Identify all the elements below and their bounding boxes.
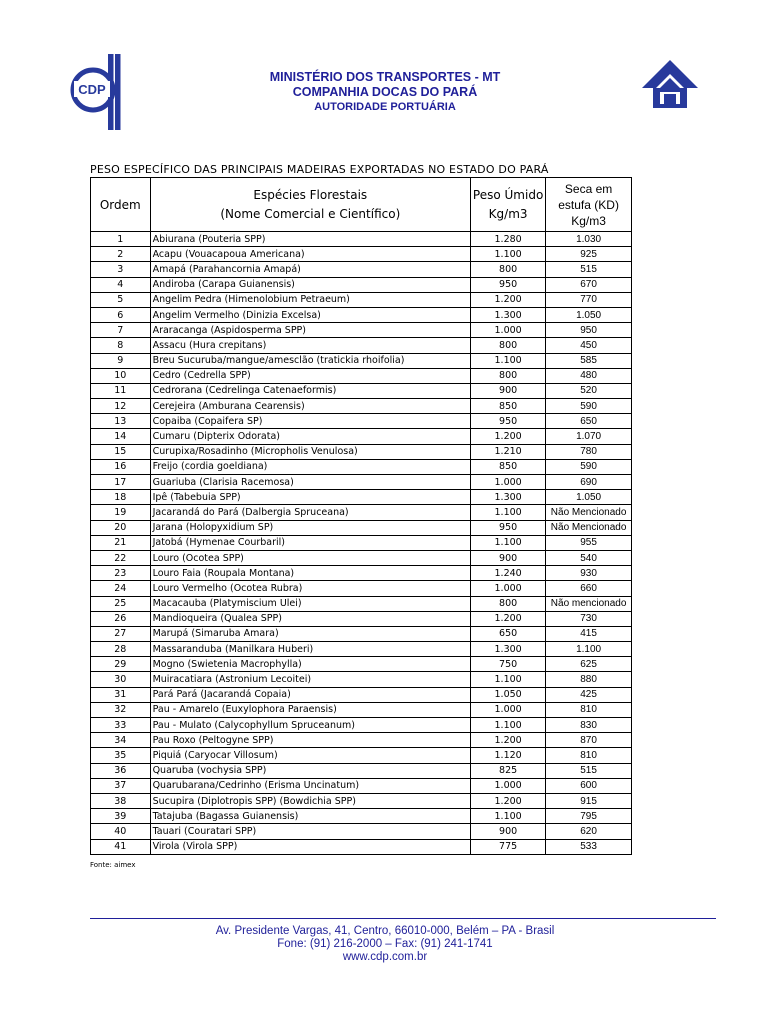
cell-peso-umido: 850 — [471, 459, 546, 474]
cell-seca: 1.030 — [546, 232, 632, 247]
cell-seca: 795 — [546, 809, 632, 824]
cell-ordem: 40 — [91, 824, 151, 839]
table-row — [91, 368, 632, 383]
cell-seca: 1.070 — [546, 429, 632, 444]
table-row — [91, 793, 632, 808]
table-row — [91, 687, 632, 702]
cell-peso-umido: 900 — [471, 383, 546, 398]
cell-seca: 690 — [546, 475, 632, 490]
cell-seca: 810 — [546, 702, 632, 717]
cell-seca: 425 — [546, 687, 632, 702]
cell-ordem: 17 — [91, 475, 151, 490]
cell-ordem: 38 — [91, 793, 151, 808]
table-row — [91, 520, 632, 535]
table-row — [91, 444, 632, 459]
cell-ordem: 41 — [91, 839, 151, 854]
cell-ordem: 3 — [91, 262, 151, 277]
cell-peso-umido: 1.200 — [471, 292, 546, 307]
table-row — [91, 505, 632, 520]
cell-peso-umido: 1.100 — [471, 535, 546, 550]
cell-especie: Jacarandá do Pará (Dalbergia Spruceana) — [150, 505, 470, 520]
table-row — [91, 672, 632, 687]
cell-ordem: 32 — [91, 702, 151, 717]
cell-seca: Não mencionado — [546, 596, 632, 611]
cell-peso-umido: 800 — [471, 368, 546, 383]
cell-ordem: 2 — [91, 247, 151, 262]
table-row — [91, 733, 632, 748]
cell-ordem: 1 — [91, 232, 151, 247]
cell-seca: 880 — [546, 672, 632, 687]
header — [180, 70, 590, 115]
cell-ordem: 33 — [91, 718, 151, 733]
cell-peso-umido: 1.200 — [471, 429, 546, 444]
cell-especie: Cedro (Cedrella SPP) — [150, 368, 470, 383]
table-row — [91, 353, 632, 368]
table-row — [91, 626, 632, 641]
cell-peso-umido: 1.210 — [471, 444, 546, 459]
table-row — [91, 702, 632, 717]
table-row — [91, 824, 632, 839]
cell-ordem: 6 — [91, 307, 151, 322]
cell-ordem: 23 — [91, 566, 151, 581]
cell-especie: Quaruba (vochysia SPP) — [150, 763, 470, 778]
cell-ordem: 26 — [91, 611, 151, 626]
table-row — [91, 839, 632, 854]
cell-peso-umido: 800 — [471, 338, 546, 353]
cell-especie: Curupixa/Rosadinho (Micropholis Venulosa) — [150, 444, 470, 459]
table-row — [91, 763, 632, 778]
header-peso-umido-line1: Peso Úmido — [472, 187, 544, 202]
cell-especie: Sucupira (Diplotropis SPP) (Bowdichia SPP) — [150, 793, 470, 808]
cell-seca: 515 — [546, 763, 632, 778]
cell-peso-umido: 1.240 — [471, 566, 546, 581]
cell-peso-umido: 1.200 — [471, 793, 546, 808]
cell-especie: Mogno (Swietenia Macrophylla) — [150, 657, 470, 672]
cell-especie: Quarubarana/Cedrinho (Erisma Uncinatum) — [150, 778, 470, 793]
cell-peso-umido: 1.300 — [471, 490, 546, 505]
cell-seca: 415 — [546, 626, 632, 641]
cell-especie: Jatobá (Hymenae Courbaril) — [150, 535, 470, 550]
cell-seca: 585 — [546, 353, 632, 368]
cell-ordem: 24 — [91, 581, 151, 596]
header-especies-line1: Espécies Florestais — [253, 187, 368, 202]
cell-ordem: 7 — [91, 323, 151, 338]
cell-peso-umido: 1.100 — [471, 505, 546, 520]
cell-seca: 925 — [546, 247, 632, 262]
table-row — [91, 611, 632, 626]
cell-especie: Breu Sucuruba/mangue/amesclão (tratickia rhoifolia) — [150, 353, 470, 368]
header-especies — [150, 178, 470, 232]
cell-peso-umido: 850 — [471, 399, 546, 414]
cell-especie: Muiracatiara (Astronium Lecoitei) — [150, 672, 470, 687]
cell-peso-umido: 1.100 — [471, 247, 546, 262]
cell-seca: 650 — [546, 414, 632, 429]
cell-especie: Cumaru (Dipterix Odorata) — [150, 429, 470, 444]
cell-ordem: 27 — [91, 626, 151, 641]
cell-especie: Pará Pará (Jacarandá Copaia) — [150, 687, 470, 702]
cell-especie: Louro Vermelho (Ocotea Rubra) — [150, 581, 470, 596]
cell-seca: Não Mencionado — [546, 505, 632, 520]
table-row — [91, 459, 632, 474]
header-peso-umido — [471, 178, 546, 232]
cell-seca: 1.050 — [546, 307, 632, 322]
table-row — [91, 566, 632, 581]
cell-ordem: 28 — [91, 642, 151, 657]
cell-especie: Andiroba (Carapa Guianensis) — [150, 277, 470, 292]
cell-seca: 670 — [546, 277, 632, 292]
table-row — [91, 718, 632, 733]
arrow-up-logo-icon — [640, 58, 700, 110]
cell-seca: 955 — [546, 535, 632, 550]
cell-peso-umido: 1.000 — [471, 475, 546, 490]
cell-ordem: 12 — [91, 399, 151, 414]
authority-title: AUTORIDADE PORTUÁRIA — [314, 101, 456, 113]
cdp-logo — [68, 52, 130, 132]
wood-density-table — [90, 177, 632, 855]
cell-peso-umido: 1.200 — [471, 733, 546, 748]
cell-seca: 660 — [546, 581, 632, 596]
ministry-title: MINISTÉRIO DOS TRANSPORTES - MT — [269, 70, 501, 84]
cell-peso-umido: 900 — [471, 550, 546, 565]
header-seca-estufa — [546, 178, 632, 232]
table-row — [91, 581, 632, 596]
cell-seca: 450 — [546, 338, 632, 353]
cell-seca: 620 — [546, 824, 632, 839]
cell-ordem: 25 — [91, 596, 151, 611]
table-row — [91, 292, 632, 307]
cell-peso-umido: 1.300 — [471, 307, 546, 322]
header-seca-line1: Seca em — [564, 181, 613, 196]
cell-especie: Cerejeira (Amburana Cearensis) — [150, 399, 470, 414]
company-title: COMPANHIA DOCAS DO PARÁ — [292, 85, 478, 99]
table-header-row — [91, 178, 632, 232]
table-row — [91, 429, 632, 444]
table-row — [91, 338, 632, 353]
cell-especie: Marupá (Simaruba Amara) — [150, 626, 470, 641]
footer-phone: Fone: (91) 216-2000 – Fax: (91) 241-1741 — [277, 938, 493, 950]
cell-seca: 930 — [546, 566, 632, 581]
cell-peso-umido: 800 — [471, 596, 546, 611]
footer-divider — [90, 918, 716, 919]
table-row — [91, 809, 632, 824]
cell-especie: Ipê (Tabebuia SPP) — [150, 490, 470, 505]
footer-address: Av. Presidente Vargas, 41, Centro, 66010-000, Belém – PA - Brasil — [215, 925, 555, 937]
cell-especie: Tauari (Couratari SPP) — [150, 824, 470, 839]
table-row — [91, 550, 632, 565]
cell-peso-umido: 1.300 — [471, 642, 546, 657]
cell-seca: 1.050 — [546, 490, 632, 505]
cell-seca: 480 — [546, 368, 632, 383]
cell-peso-umido: 825 — [471, 763, 546, 778]
table-row — [91, 232, 632, 247]
table-row — [91, 642, 632, 657]
cell-peso-umido: 1.050 — [471, 687, 546, 702]
cell-seca: 540 — [546, 550, 632, 565]
cell-peso-umido: 900 — [471, 824, 546, 839]
footer-website[interactable]: www.cdp.com.br — [342, 951, 428, 963]
cell-especie: Angelim Vermelho (Dinizia Excelsa) — [150, 307, 470, 322]
cell-especie: Jarana (Holopyxidium SP) — [150, 520, 470, 535]
cell-peso-umido: 1.000 — [471, 581, 546, 596]
cell-peso-umido: 1.000 — [471, 702, 546, 717]
cell-especie: Pau Roxo (Peltogyne SPP) — [150, 733, 470, 748]
cell-seca: 600 — [546, 778, 632, 793]
cell-especie: Guariuba (Clarisia Racemosa) — [150, 475, 470, 490]
cell-seca: 730 — [546, 611, 632, 626]
cell-especie: Tatajuba (Bagassa Guianensis) — [150, 809, 470, 824]
cell-ordem: 15 — [91, 444, 151, 459]
cell-especie: Cedrorana (Cedrelinga Catenaeformis) — [150, 383, 470, 398]
cell-especie: Macacauba (Platymiscium Ulei) — [150, 596, 470, 611]
cell-seca: 870 — [546, 733, 632, 748]
cell-seca: 780 — [546, 444, 632, 459]
cell-ordem: 10 — [91, 368, 151, 383]
cell-especie: Freijo (cordia goeldiana) — [150, 459, 470, 474]
cell-peso-umido: 1.200 — [471, 611, 546, 626]
header-peso-umido-line2: Kg/m3 — [488, 206, 528, 221]
cell-ordem: 16 — [91, 459, 151, 474]
cell-seca: Não Mencionado — [546, 520, 632, 535]
cell-especie: Massaranduba (Manilkara Huberi) — [150, 642, 470, 657]
document-title: PESO ESPECÍFICO DAS PRINCIPAIS MADEIRAS EXPORTADAS NO ESTADO DO PARÁ — [90, 163, 549, 176]
footer — [180, 925, 590, 964]
cell-especie: Pau - Amarelo (Euxylophora Paraensis) — [150, 702, 470, 717]
cell-seca: 590 — [546, 399, 632, 414]
cell-especie: Acapu (Vouacapoua Americana) — [150, 247, 470, 262]
cell-especie: Virola (Virola SPP) — [150, 839, 470, 854]
cell-ordem: 36 — [91, 763, 151, 778]
table-row — [91, 657, 632, 672]
cell-ordem: 29 — [91, 657, 151, 672]
cell-seca: 520 — [546, 383, 632, 398]
cell-ordem: 39 — [91, 809, 151, 824]
cell-peso-umido: 1.000 — [471, 323, 546, 338]
cell-especie: Mandioqueira (Qualea SPP) — [150, 611, 470, 626]
cell-ordem: 21 — [91, 535, 151, 550]
cell-peso-umido: 800 — [471, 262, 546, 277]
cell-ordem: 9 — [91, 353, 151, 368]
cell-seca: 515 — [546, 262, 632, 277]
cell-ordem: 4 — [91, 277, 151, 292]
cell-ordem: 13 — [91, 414, 151, 429]
cell-especie: Araracanga (Aspidosperma SPP) — [150, 323, 470, 338]
cell-especie: Louro (Ocotea SPP) — [150, 550, 470, 565]
source-note: Fonte: aimex — [90, 861, 136, 869]
cell-seca: 1.100 — [546, 642, 632, 657]
table-row — [91, 748, 632, 763]
cell-seca: 770 — [546, 292, 632, 307]
cell-seca: 950 — [546, 323, 632, 338]
cell-peso-umido: 1.100 — [471, 718, 546, 733]
cell-especie: Piquiá (Caryocar Villosum) — [150, 748, 470, 763]
table-row — [91, 247, 632, 262]
cell-ordem: 18 — [91, 490, 151, 505]
header-seca-line3: Kg/m3 — [571, 213, 606, 228]
cell-seca: 625 — [546, 657, 632, 672]
table-row — [91, 535, 632, 550]
cell-seca: 830 — [546, 718, 632, 733]
cell-ordem: 11 — [91, 383, 151, 398]
cell-ordem: 37 — [91, 778, 151, 793]
cell-peso-umido: 950 — [471, 520, 546, 535]
cell-seca: 533 — [546, 839, 632, 854]
table-row — [91, 475, 632, 490]
table-row — [91, 323, 632, 338]
cell-especie: Abiurana (Pouteria SPP) — [150, 232, 470, 247]
cell-ordem: 20 — [91, 520, 151, 535]
table-row — [91, 307, 632, 322]
cell-ordem: 30 — [91, 672, 151, 687]
cell-peso-umido: 1.280 — [471, 232, 546, 247]
header-especies-line2: (Nome Comercial e Científico) — [220, 206, 401, 221]
table-row — [91, 778, 632, 793]
cell-peso-umido: 950 — [471, 277, 546, 292]
cell-seca: 915 — [546, 793, 632, 808]
table-row — [91, 262, 632, 277]
cell-peso-umido: 1.120 — [471, 748, 546, 763]
cell-ordem: 8 — [91, 338, 151, 353]
cell-ordem: 31 — [91, 687, 151, 702]
table-row — [91, 277, 632, 292]
cell-ordem: 19 — [91, 505, 151, 520]
table-row — [91, 490, 632, 505]
cell-peso-umido: 1.100 — [471, 672, 546, 687]
header-seca-line2: estufa (KD) — [558, 197, 619, 212]
header-ordem: Ordem — [91, 178, 151, 232]
cell-peso-umido: 750 — [471, 657, 546, 672]
table-row — [91, 383, 632, 398]
cell-peso-umido: 950 — [471, 414, 546, 429]
table-row — [91, 399, 632, 414]
cell-ordem: 34 — [91, 733, 151, 748]
cell-ordem: 5 — [91, 292, 151, 307]
cell-especie: Copaiba (Copaifera SP) — [150, 414, 470, 429]
cell-ordem: 22 — [91, 550, 151, 565]
cell-peso-umido: 1.000 — [471, 778, 546, 793]
cell-especie: Amapá (Parahancornia Amapá) — [150, 262, 470, 277]
cell-seca: 590 — [546, 459, 632, 474]
cell-peso-umido: 1.100 — [471, 809, 546, 824]
logo-text: CDP — [78, 82, 106, 97]
cell-especie: Angelim Pedra (Himenolobium Petraeum) — [150, 292, 470, 307]
cell-ordem: 14 — [91, 429, 151, 444]
cell-especie: Louro Faia (Roupala Montana) — [150, 566, 470, 581]
table-row — [91, 414, 632, 429]
cell-peso-umido: 1.100 — [471, 353, 546, 368]
cell-especie: Assacu (Hura crepitans) — [150, 338, 470, 353]
cell-especie: Pau - Mulato (Calycophyllum Spruceanum) — [150, 718, 470, 733]
table-row — [91, 596, 632, 611]
cell-ordem: 35 — [91, 748, 151, 763]
cell-peso-umido: 775 — [471, 839, 546, 854]
cell-seca: 810 — [546, 748, 632, 763]
cell-peso-umido: 650 — [471, 626, 546, 641]
